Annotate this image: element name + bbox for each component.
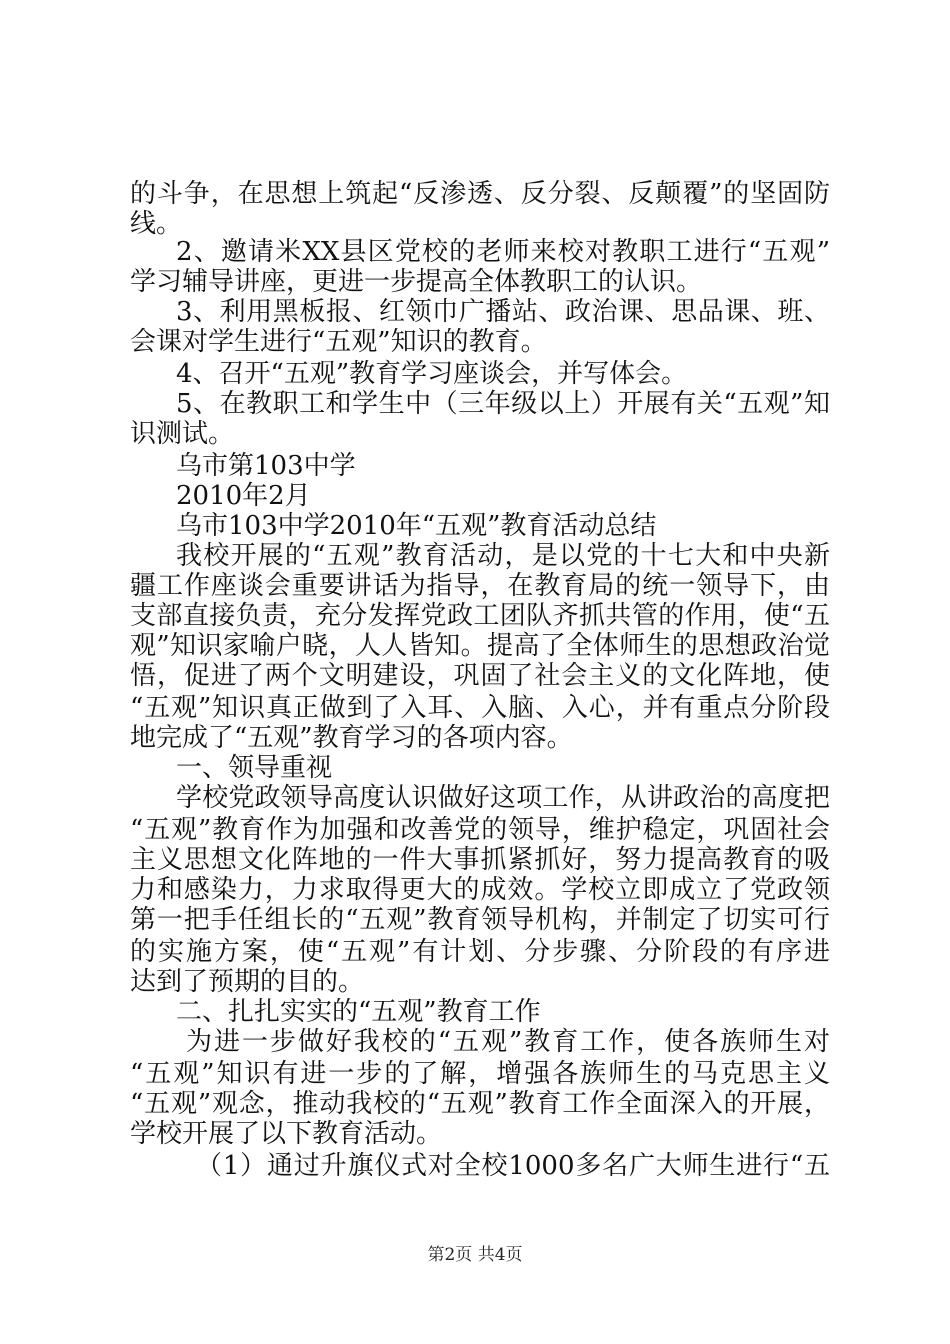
text-line: 5、在教职工和学生中（三年级以上）开展有关“五观”知	[176, 389, 830, 419]
text-line: 力和感染力，力求取得更大的成效。学校立即成立了党政领	[130, 875, 830, 905]
page-footer: 第2页 共4页	[427, 1245, 523, 1265]
text-line: 我校开展的“五观”教育活动，是以党的十七大和中央新	[176, 541, 830, 571]
text-line: 学校党政领导高度认识做好这项工作，从讲政治的高度把	[176, 783, 830, 813]
text-line: 第一把手任组长的“五观”教育领导机构，并制定了切实可行	[130, 905, 830, 935]
text-line: 观”知识家喻户晓，人人皆知。提高了全体师生的思想政治觉	[130, 631, 830, 661]
text-line: “五观”知识真正做到了入耳、入脑、入心，并有重点分阶段	[130, 693, 830, 723]
text-line: 3、利用黑板报、红领巾广播站、政治课、思品课、班、	[176, 297, 830, 327]
text-line: 会课对学生进行“五观”知识的教育。	[130, 327, 547, 357]
text-line: 地完成了“五观”教育学习的各项内容。	[130, 723, 573, 753]
text-line: 2010年2月	[176, 481, 311, 511]
text-line: 学校开展了以下教育活动。	[130, 1119, 443, 1149]
text-line: 主义思想文化阵地的一件大事抓紧抓好，努力提高教育的吸	[130, 845, 830, 875]
section-heading: 二、扎扎实实的“五观”教育工作	[176, 997, 541, 1027]
text-line: 疆工作座谈会重要讲话为指导，在教育局的统一领导下，由	[130, 571, 830, 601]
text-line: 达到了预期的目的。	[130, 967, 365, 997]
text-line: “五观”教育作为加强和改善党的领导，维护稳定，巩固社会	[130, 815, 830, 845]
text-line: 支部直接负责，充分发挥党政工团队齐抓共管的作用，使“五	[130, 601, 830, 631]
text-line: 线。	[130, 209, 183, 239]
text-line: 的斗争，在思想上筑起“反渗透、反分裂、反颠覆”的坚固防	[130, 179, 830, 209]
text-line: 学习辅导讲座，更进一步提高全体教职工的认识。	[130, 267, 703, 297]
text-line: 4、召开“五观”教育学习座谈会，并写体会。	[176, 359, 688, 389]
text-line: 乌市第103中学	[176, 451, 356, 481]
text-line: 悟，促进了两个文明建设，巩固了社会主义的文化阵地，使	[130, 661, 830, 691]
text-line: 2、邀请米XX县区党校的老师来校对教职工进行“五观”	[176, 237, 830, 267]
text-line: “五观”知识有进一步的了解，增强各族师生的马克思主义	[130, 1059, 830, 1089]
text-line: （1）通过升旗仪式对全校1000多名广大师生进行“五	[196, 1151, 830, 1181]
text-line: 识测试。	[130, 419, 235, 449]
text-line: 的实施方案，使“五观”有计划、分步骤、分阶段的有序进	[130, 937, 830, 967]
document-title: 乌市103中学2010年“五观”教育活动总结	[176, 511, 657, 541]
text-line: “五观”观念，推动我校的“五观”教育工作全面深入的开展，	[130, 1089, 830, 1119]
text-line: 为进一步做好我校的“五观”教育工作，使各族师生对	[186, 1027, 830, 1057]
section-heading: 一、领导重视	[176, 753, 333, 783]
